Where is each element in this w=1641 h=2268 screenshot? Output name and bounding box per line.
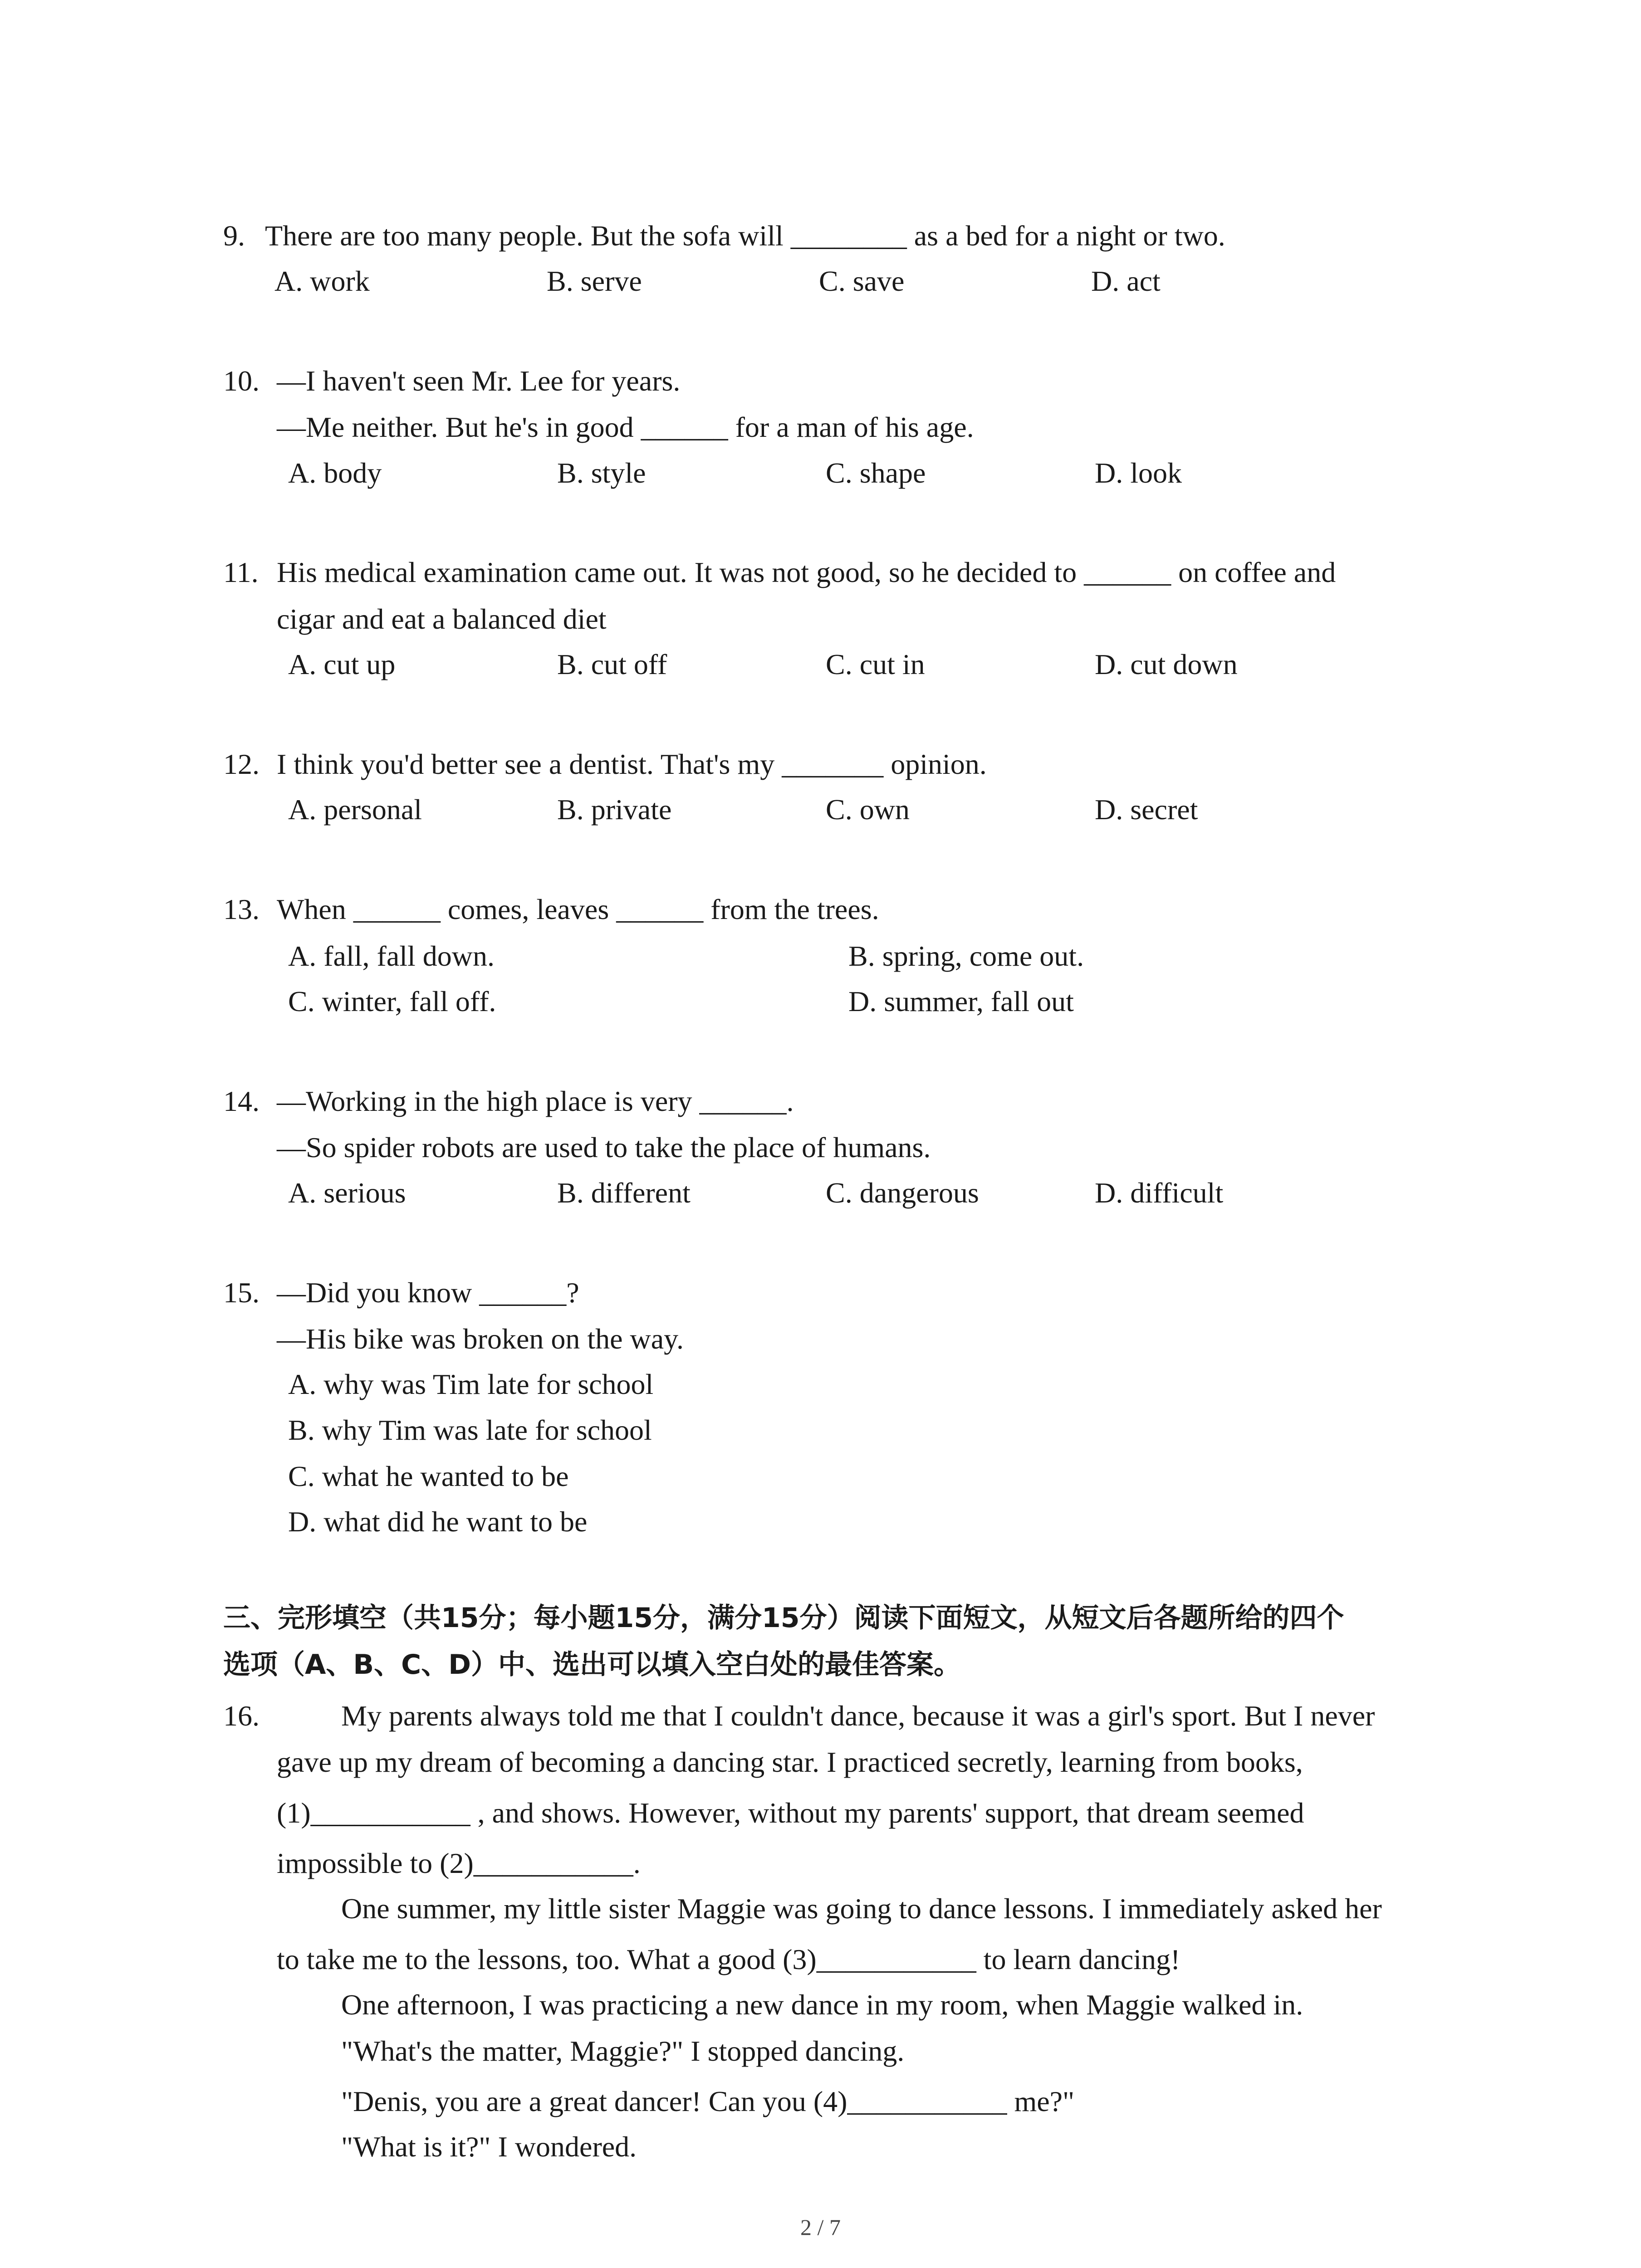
question-text: cigar and eat a balanced diet [277,603,607,635]
option-d: D. cut down [1095,648,1238,680]
option-b: B. cut off [557,648,667,680]
passage-line: One summer, my little sister Maggie was going to dance lessons. I immediately asked her [341,1892,1382,1925]
option-a: A. work [274,265,370,297]
option-b: B. style [557,457,646,489]
question-number: 13. [223,893,260,925]
option-a: A. cut up [288,648,396,680]
option-b: B. serve [547,265,642,297]
question-text: —I haven't seen Mr. Lee for years. [277,365,681,397]
passage-line: to take me to the lessons, too. What a good (3)___________ to learn dancing! [277,1943,1181,1975]
option-a: A. fall, fall down. [288,940,495,972]
option-c: C. shape [826,457,926,489]
option-c: C. own [826,793,910,826]
question-text: When ______ comes, leaves ______ from the trees. [277,893,879,925]
option-d: D. act [1091,265,1161,297]
question-text: His medical examination came out. It was not good, so he decided to ______ on coffee and [277,556,1336,588]
passage-line: "What's the matter, Maggie?" I stopped dancing. [341,2035,905,2067]
question-text: —His bike was broken on the way. [277,1323,684,1355]
question-text: —Did you know ______? [277,1276,579,1309]
question-text: I think you'd better see a dentist. That's my _______ opinion. [277,748,987,780]
passage-line: impossible to (2)___________. [277,1847,641,1879]
option-d: D. secret [1095,793,1198,826]
option-b: B. private [557,793,672,826]
option-c: C. winter, fall off. [288,985,496,1017]
passage-line: (1)___________ , and shows. However, without my parents' support, that dream seemed [277,1797,1304,1829]
passage-line: One afternoon, I was practicing a new dance in my room, when Maggie walked in. [341,1989,1303,2021]
option-a: A. serious [288,1177,406,1209]
section-instructions: 选项（A、B、C、D）中、选出可以填入空白处的最佳答案。 [223,1649,961,1681]
passage-line: gave up my dream of becoming a dancing star. I practiced secretly, learning from books, [277,1746,1303,1778]
option-a: A. body [288,457,382,489]
question-number: 14. [223,1085,260,1117]
question-text: —Me neither. But he's in good ______ for a man of his age. [277,411,974,443]
section-instructions: 三、完形填空（共15分；每小题15分，满分15分）阅读下面短文，从短文后各题所给的四个 [223,1602,1344,1634]
option-d: D. summer, fall out [848,985,1074,1017]
passage-line: "Denis, you are a great dancer! Can you (4)___________ me?" [341,2085,1075,2117]
question-number: 16. [223,1700,260,1732]
option-a: A. personal [288,793,422,826]
question-number: 10. [223,365,260,397]
option-c: C. dangerous [826,1177,979,1209]
question-text: There are too many people. But the sofa will ________ as a bed for a night or two. [265,220,1225,252]
option-d: D. what did he want to be [288,1505,588,1538]
question-number: 12. [223,748,260,780]
question-text: —So spider robots are used to take the place of humans. [277,1131,931,1163]
option-b: B. spring, come out. [848,940,1084,972]
option-b: B. why Tim was late for school [288,1414,652,1446]
option-b: B. different [557,1177,691,1209]
option-d: D. difficult [1095,1177,1224,1209]
question-number: 15. [223,1276,260,1309]
page-number: 2 / 7 [800,2214,841,2240]
option-c: C. cut in [826,648,925,680]
option-a: A. why was Tim late for school [288,1368,654,1400]
passage-line: My parents always told me that I couldn't dance, because it was a girl's sport. But I never [341,1700,1375,1732]
option-c: C. save [819,265,905,297]
option-c: C. what he wanted to be [288,1460,569,1492]
question-number: 11. [223,556,259,588]
question-text: —Working in the high place is very ______. [277,1085,794,1117]
option-d: D. look [1095,457,1182,489]
passage-line: "What is it?" I wondered. [341,2131,637,2163]
question-number: 9. [223,220,245,252]
